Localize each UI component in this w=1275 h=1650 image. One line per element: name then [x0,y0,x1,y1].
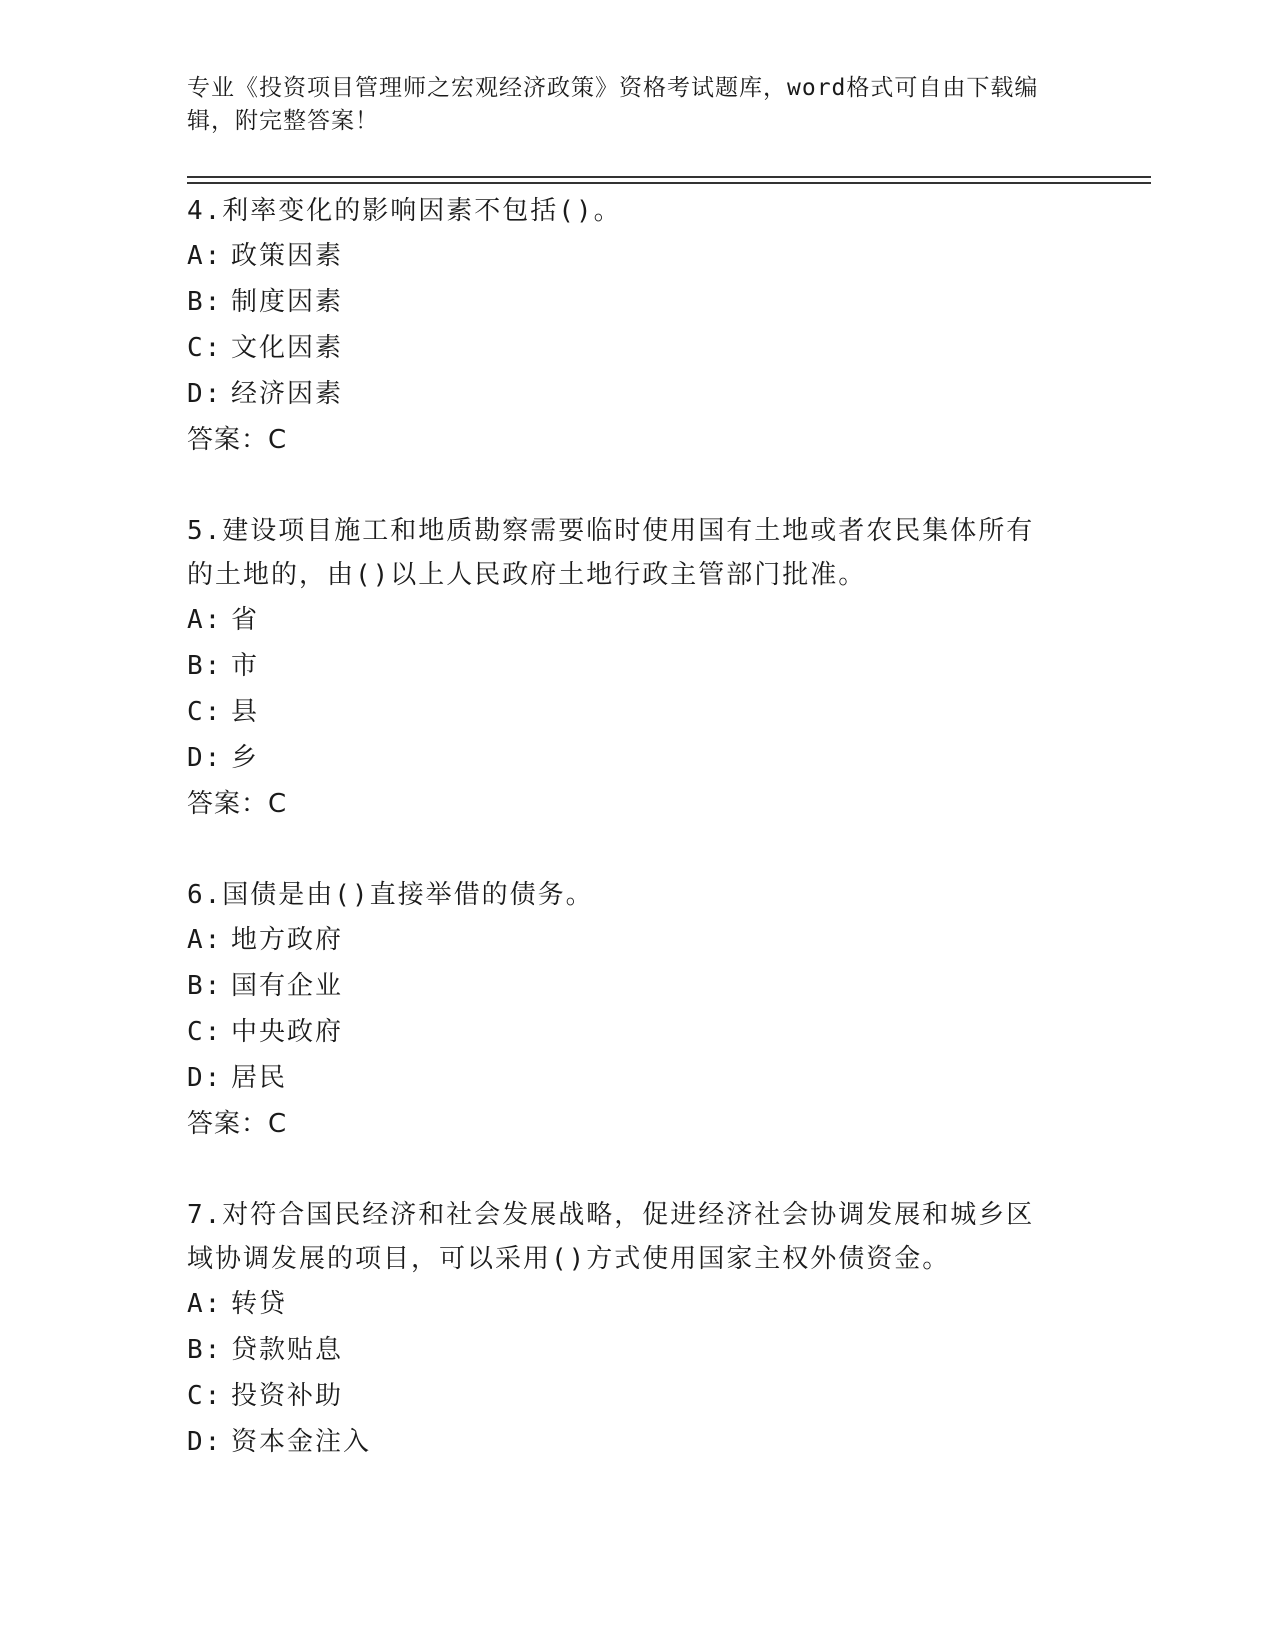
option-key: A: [187,605,223,635]
option-a [187,917,1067,963]
option-text: 省 [231,605,260,635]
question-stem-line-1: 7.对符合国民经济和社会发展战略，促进经济社会协调发展和城乡区 [187,1200,1035,1230]
option-c [187,325,1067,371]
answer: 答案：C [187,789,288,819]
option-text: 市 [231,651,260,681]
option-d [187,371,1067,417]
option-text: 国有企业 [231,971,344,1001]
question-5 [187,509,1067,827]
option-key: C: [187,1017,223,1047]
header-line-1: 专业《投资项目管理师之宏观经济政策》资格考试题库，word格式可自由下载编 [187,75,1039,101]
option-key: A: [187,241,223,271]
option-text: 地方政府 [231,925,344,955]
option-key: C: [187,333,223,363]
question-6 [187,873,1067,1147]
option-key: C: [187,697,223,727]
option-text: 经济因素 [231,379,344,409]
answer: 答案：C [187,425,288,455]
option-text: 政策因素 [231,241,344,271]
header-divider-bottom [187,182,1151,184]
header-line-2: 辑，附完整答案！ [187,108,379,134]
option-d [187,735,1067,781]
question-stem-line-2: 域协调发展的项目，可以采用()方式使用国家主权外债资金。 [187,1244,951,1274]
option-c [187,1373,1067,1419]
question-7 [187,1193,1067,1465]
option-d [187,1419,1067,1465]
option-text: 转贷 [231,1289,288,1319]
question-stem: 4.利率变化的影响因素不包括()。 [187,196,622,226]
option-key: B: [187,651,223,681]
option-text: 中央政府 [231,1017,344,1047]
option-text: 乡 [231,743,260,773]
option-text: 文化因素 [231,333,344,363]
option-text: 县 [231,697,260,727]
option-a [187,233,1067,279]
option-b [187,963,1067,1009]
option-text: 贷款贴息 [231,1335,344,1365]
option-c [187,1009,1067,1055]
option-d [187,1055,1067,1101]
option-key: C: [187,1381,223,1411]
option-c [187,689,1067,735]
header-divider-top [187,176,1151,178]
question-stem-line-2: 的土地的，由()以上人民政府土地行政主管部门批准。 [187,560,867,590]
option-a [187,1281,1067,1327]
option-b [187,279,1067,325]
option-key: D: [187,743,223,773]
option-text: 资本金注入 [231,1427,372,1457]
question-stem-line-1: 5.建设项目施工和地质勘察需要临时使用国有土地或者农民集体所有 [187,516,1035,546]
option-a [187,597,1067,643]
option-text: 居民 [231,1063,288,1093]
option-key: B: [187,287,223,317]
option-key: D: [187,379,223,409]
option-key: A: [187,925,223,955]
option-key: B: [187,1335,223,1365]
answer: 答案：C [187,1109,288,1139]
question-4 [187,189,1067,463]
option-key: D: [187,1427,223,1457]
option-key: A: [187,1289,223,1319]
option-b [187,643,1067,689]
question-stem: 6.国债是由()直接举借的债务。 [187,880,594,910]
document-header [187,72,1087,138]
option-key: B: [187,971,223,1001]
option-text: 制度因素 [231,287,344,317]
option-text: 投资补助 [231,1381,344,1411]
option-b [187,1327,1067,1373]
option-key: D: [187,1063,223,1093]
